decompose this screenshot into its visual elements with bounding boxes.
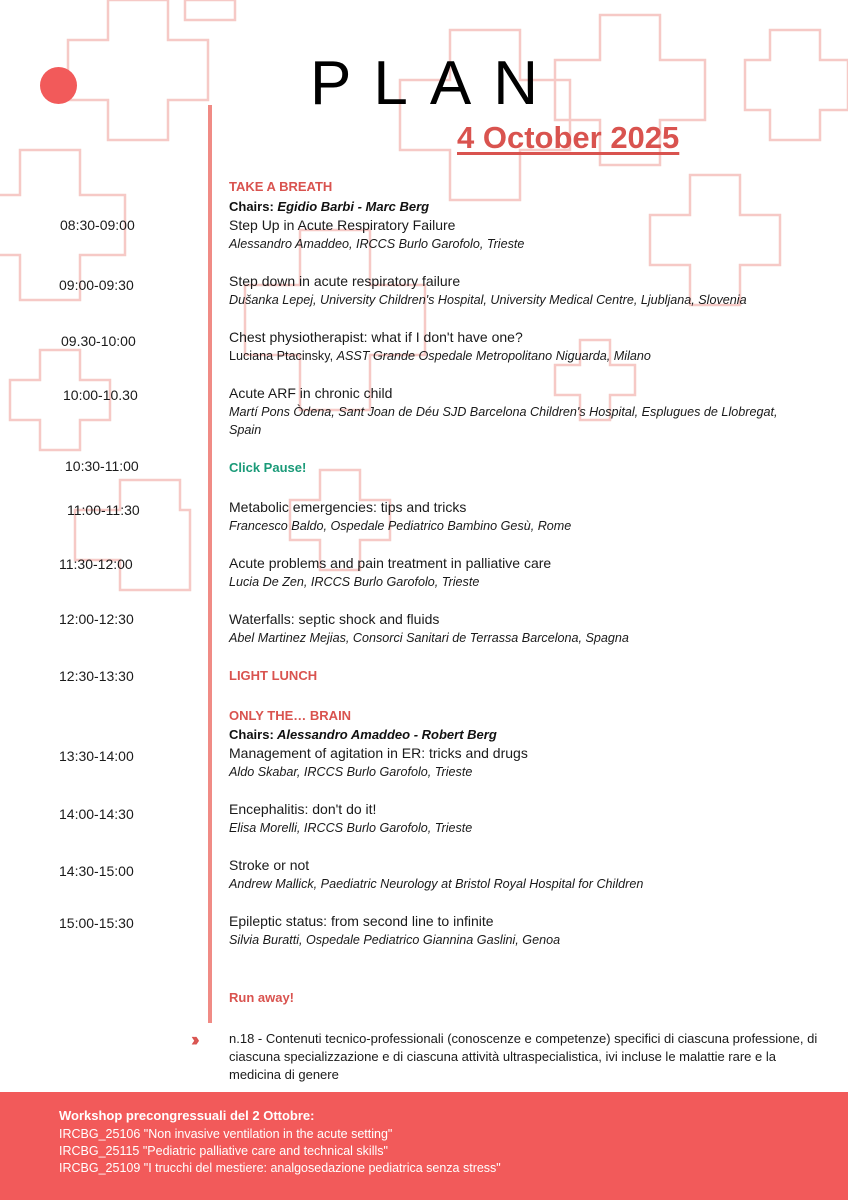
- talk-speaker: Alessandro Amaddeo, IRCCS Burlo Garofolo, Trieste: [229, 237, 525, 251]
- event-date: 4 October 2025: [457, 120, 680, 155]
- time-slot: 12:30-13:30: [59, 668, 134, 684]
- break-label: Click Pause!: [229, 460, 307, 475]
- footer-heading: Workshop precongressuali del 2 Ottobre:: [59, 1108, 315, 1123]
- time-slot: 13:30-14:00: [59, 748, 134, 764]
- time-slot: 12:00-12:30: [59, 611, 134, 627]
- page-title: PLAN: [310, 49, 560, 118]
- talk-speaker: Francesco Baldo, Ospedale Pediatrico Bambino Gesù, Rome: [229, 519, 572, 533]
- time-slot: 10:00-10.30: [63, 387, 138, 403]
- cross-shape: [245, 230, 425, 410]
- time-slot: 10:30-11:00: [65, 458, 139, 474]
- talk-speaker: Abel Martinez Mejias, Consorci Sanitari de Terrassa Barcelona, Spagna: [229, 631, 629, 645]
- talk-title: Acute ARF in chronic child: [229, 385, 393, 401]
- time-slot: 09:00-09:30: [59, 277, 134, 293]
- talk-title: Acute problems and pain treatment in palliative care: [229, 555, 552, 571]
- time-slot: 11:00-11:30: [67, 502, 140, 518]
- time-slot: 11:30-12:00: [59, 556, 133, 572]
- time-slot: 14:30-15:00: [59, 863, 134, 879]
- session-chairs: [229, 727, 497, 742]
- cross-shape: [650, 175, 780, 305]
- double-chevron-right-icon: ››: [191, 1030, 196, 1051]
- talk-title: Stroke or not: [229, 857, 310, 873]
- talk-title: Step Up in Acute Respiratory Failure: [229, 217, 456, 233]
- time-slot: 08:30-09:00: [60, 217, 135, 233]
- time-slot: 14:00-14:30: [59, 806, 134, 822]
- talk-speaker: Lucia De Zen, IRCCS Burlo Garofolo, Trieste: [229, 575, 480, 589]
- talk-speaker: Dušanka Lepej, University Children's Hospital, University Medical Centre, Ljubljana, Slovenia: [229, 293, 747, 307]
- speaker-affiliation: ASST Grande Ospedale Metropolitano Niguarda, Milano: [336, 349, 651, 363]
- talk-title: Management of agitation in ER: tricks and drugs: [229, 745, 528, 761]
- talk-title: Metabolic emergencies: tips and tricks: [229, 499, 467, 515]
- chairs-names: Alessandro Amaddeo - Robert Berg: [276, 727, 497, 742]
- footer-banner: [0, 1092, 848, 1200]
- session-label: TAKE A BREATH: [229, 179, 333, 194]
- session-label: ONLY THE… BRAIN: [229, 708, 352, 723]
- timeline-line: [208, 105, 212, 1023]
- talk-title: Waterfalls: septic shock and fluids: [229, 611, 440, 627]
- speaker-name: Luciana Ptacinsky,: [229, 349, 337, 363]
- talk-speaker: [229, 347, 651, 365]
- break-label: LIGHT LUNCH: [229, 668, 318, 683]
- footer-workshop-line: IRCBG_25109 "I trucchi del mestiere: analgosedazione pediatrica senza stress": [59, 1161, 501, 1175]
- chairs-names: Egidio Barbi - Marc Berg: [277, 199, 430, 214]
- cross-shape: [185, 0, 235, 20]
- ecm-note: n.18 - Contenuti tecnico-professionali (conoscenze e competenze) specifici di ciascuna professione, di ciascuna specializzazione e di ciascuna attività ultraspecialistica, ivi incluse le malattie rare e la medicina di genere: [229, 1031, 818, 1082]
- time-slot: 09.30-10:00: [61, 333, 136, 349]
- talk-title: Epileptic status: from second line to infinite: [229, 913, 494, 929]
- chairs-prefix: Chairs:: [229, 727, 274, 742]
- closing-label: Run away!: [229, 990, 295, 1005]
- talk-title: Chest physiotherapist: what if I don't have one?: [229, 329, 523, 345]
- talk-speaker-line2: Spain: [229, 423, 262, 437]
- footer-workshop-line: IRCBG_25106 "Non invasive ventilation in the acute setting": [59, 1127, 393, 1141]
- talk-speaker: Martí Pons Òdena, Sant Joan de Déu SJD Barcelona Children's Hospital, Esplugues de Llobregat,: [229, 405, 778, 419]
- footer-workshop-line: IRCBG_25115 "Pediatric palliative care and technical skills": [59, 1144, 388, 1158]
- chairs-prefix: Chairs:: [229, 199, 274, 214]
- talk-speaker: Aldo Skabar, IRCCS Burlo Garofolo, Trieste: [229, 765, 473, 779]
- talk-title: Step down in acute respiratory failure: [229, 273, 461, 289]
- talk-title: Encephalitis: don't do it!: [229, 801, 377, 817]
- talk-speaker: Elisa Morelli, IRCCS Burlo Garofolo, Trieste: [229, 821, 473, 835]
- cross-shape: [75, 480, 190, 590]
- session-chairs: [229, 199, 429, 214]
- talk-speaker: Silvia Buratti, Ospedale Pediatrico Giannina Gaslini, Genoa: [229, 933, 561, 947]
- time-slot: 15:00-15:30: [59, 915, 134, 931]
- talk-speaker: Andrew Mallick, Paediatric Neurology at Bristol Royal Hospital for Children: [229, 877, 644, 891]
